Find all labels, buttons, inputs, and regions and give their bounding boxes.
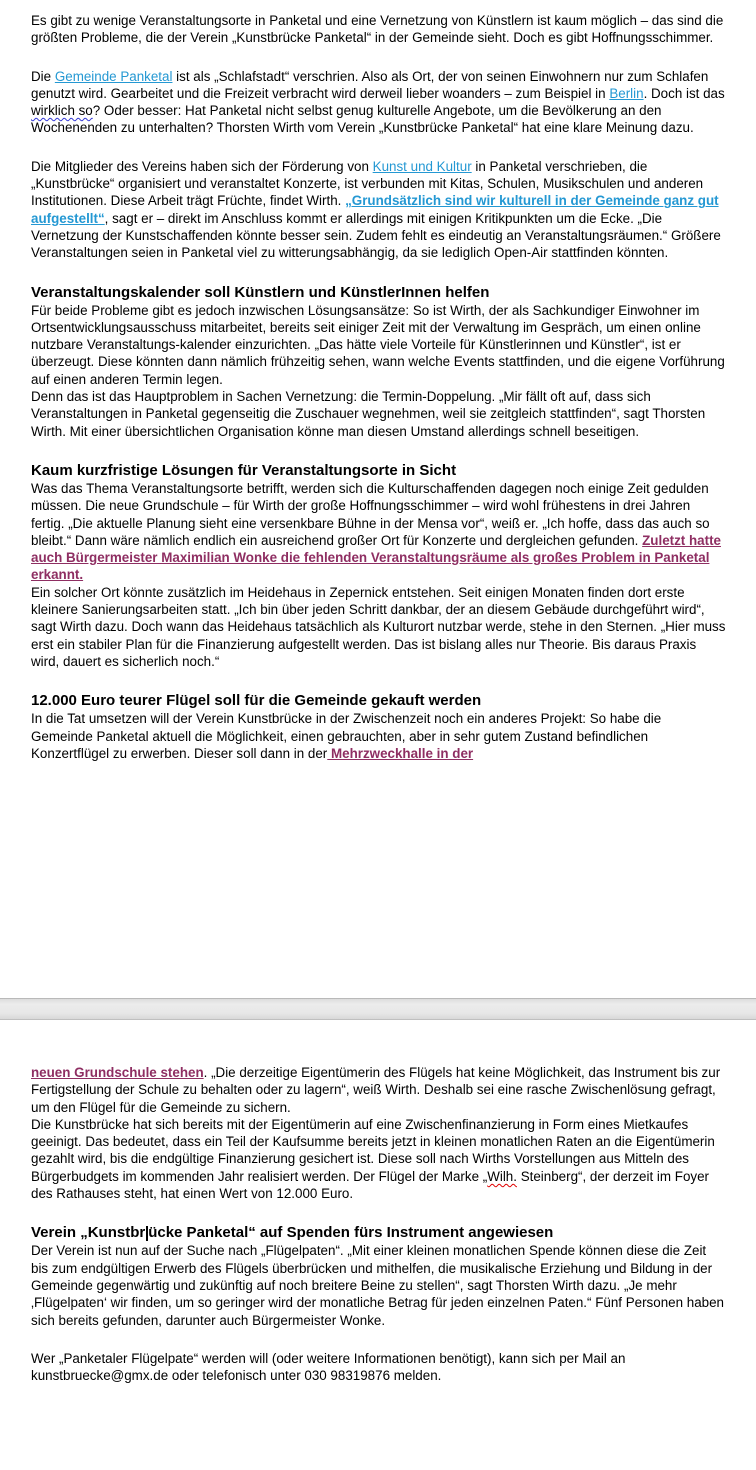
link-berlin[interactable]: Berlin [609,85,644,101]
paragraph-mietkauf [31,1116,726,1202]
heading-spenden-instrument [31,1223,726,1242]
paragraph-schlafstadt [31,68,726,137]
body-text: Denn das ist das Hauptproblem in Sachen Vernetzung: die Termin-Doppelung. „Mir fällt oft auf, dass sich Veranstaltungen in Panketal gegenseitig die Zuschauer wegnehmen, weil sie zeitgleich stattfinden“, sagt Thorsten Wirth. Mit einer übersichtlichen Organisation könne man diesen Umstand allerdings schnell beseitigen. [31,389,706,439]
link-mehrzweckhalle[interactable]: Mehrzweckhalle in der [327,745,474,761]
heading-fluegel-kauf: 12.000 Euro teurer Flügel soll für die Gemeinde gekauft werden [31,692,482,710]
heading-kurzfristige-loesungen: Kaum kurzfristige Lösungen für Veranstaltungsorte in Sicht [31,461,457,479]
link-wonke-veranstaltungsraeume[interactable]: Zuletzt hatte auch Bürgermeister Maximilian Wonke die fehlenden Veranstaltungsräume als großes Problem in Panketal erkannt. [31,532,721,583]
body-text: Der Verein ist nun auf der Suche nach „Flügelpaten“. „Mit einer kleinen monatlichen Spende können diese die Zeit bis zum endgültigen Erwerb des Flügels überbrücken und mithelfen, die musikalische Erziehung und Bildung in der Gemeinde gegenwärtig und zukünftig auf noch breitere Beine zu stellen“, sagt Thorsten Wirth dazu. „Je mehr ‚Flügelpaten‘ wir finden, um so geringer wird der monatliche Betrag für jeden einzelnen Paten.“ Fünf Personen haben sich bereits gefunden, darunter auch Bürgermeister Wonke. [31,1243,724,1328]
page-2 [0,1020,756,1470]
heading-text: Verein „Kunstbr [31,1224,146,1242]
paragraph-termin-doppelung [31,388,726,440]
body-text: . Doch ist das [643,85,725,101]
paragraph-loesungsansaetze [31,302,726,388]
paragraph-veranstaltungsorte [31,480,726,584]
spellcheck-underline: Wilh. [487,1168,517,1184]
body-text: Die Mitglieder des Vereins haben sich der Förderung von [31,158,373,174]
link-neue-grundschule[interactable]: neuen Grundschule stehen [31,1065,204,1080]
intro-text: Es gibt zu wenige Veranstaltungsorte in Panketal und eine Vernetzung von Künstlern ist kaum möglich – das sind die größten Probleme, die der Verein „Kunstbrücke Panketal“ in der Gemeinde sieht. Doch es gibt Hoffnungsschimmer. [31,13,724,46]
heading-veranstaltungskalender: Veranstaltungskalender soll Künstlern und KünstlerInnen helfen [31,283,490,301]
body-text: Wer „Panketaler Flügelpate“ werden will (oder weitere Informationen benötigt), kann sich per Mail an kunstbruecke@gmx.de oder telefonisch unter 030 98319876 melden. [31,1350,626,1384]
body-text: Steinberg“, der derzeit im Foyer des Rathauses steht, hat einen Wert von 12.000 Euro. [31,1168,709,1202]
paragraph-grundschule-fluegel [31,1064,726,1116]
body-text: Ein solcher Ort könnte zusätzlich im Heidehaus in Zepernick entstehen. Seit einigen Monaten finden dort erste kleinere Sanierungsarbeiten statt. „Ich bin über jeden Schritt dankbar, der an diesem Gebäude durchgeführt wird“, sagt Wirth dazu. Doch wann das Heidehaus tatsächlich als Kulturort nutzbar werde, stehe in den Sternen. „Hier muss erst ein stabiler Plan für die Finanzierung aufgestellt werden. Das ist bislang alles nur Theorie. Bis daraus Praxis wird, dauert es sicherlich noch.“ [31,584,726,669]
page-break-gap [0,998,756,1020]
body-text: . „Die derzeitige Eigentümerin des Flügels hat keine Möglichkeit, das Instrument bis zur Fertigstellung der Schule zu behalten oder zu lagern“, weiß Wirth. Deshalb sei eine rasche Zwischenlösung gefragt, um den Flügel für die Gemeinde zu sichern. [31,1065,721,1115]
paragraph-heidehaus [31,584,726,670]
paragraph-verein-foerderung [31,158,726,262]
paragraph-intro [31,12,726,47]
grammar-check-underline: wirklich so [31,103,93,119]
paragraph-kontakt [31,1350,726,1385]
body-text: ? Oder besser: Hat Panketal nicht selbst genug kulturelle Angebote, um die Bevölkerung an den Wochenenden zu unterhalten? Thorsten Wirth vom Verein „Kunstbrücke Panketal“ hat eine klare Meinung dazu. [31,103,694,136]
link-zitat-aufgestellt[interactable]: „Grundsätzlich sind wir kulturell in der Gemeinde ganz gut aufgestellt“ [31,193,719,226]
body-text: Die [31,68,55,84]
body-text: Was das Thema Veranstaltungsorte betrifft, werden sich die Kulturschaffenden dagegen noch einige Zeit gedulden müssen. Die neue Grundschule – für Wirth der große Hoffnungsschimmer – wird wohl frühestens in drei Jahren fertig. „Die aktuelle Planung sieht eine versenkbare Bühne in der Mensa vor“, weiß er. „Ich hoffe, dass das auch so bleibt.“ Dann wäre nämlich endlich ein ausreichend großer Ort für Konzerte und dergleichen gefunden. [31,480,710,548]
body-text: , sagt er – direkt im Anschluss kommt er allerdings mit einigen Kritikpunkten um die Ecke. „Die Vernetzung der Kunstschaffenden könnte besser sein. Zudem fehlt es eindeutig an Veranstaltungsräumen.“ Größere Veranstaltungen seien in Panketal viel zu witterungsabhängig, da sie lediglich Open-Air stattfinden könnten. [31,210,721,261]
link-kunst-und-kultur[interactable]: Kunst und Kultur [372,158,472,174]
heading-text: ücke Panketal“ auf Spenden fürs Instrument angewiesen [148,1224,554,1242]
body-text: Die Kunstbrücke hat sich bereits mit der Eigentümerin auf eine Zwischenfinanzierung in Form eines Mietkaufes geeinigt. Das bedeutet, dass ein Teil der Kaufsumme bereits jetzt in kleinen monatlichen Raten an die Eigentümerin gezahlt wird, bis die endgültige Finanzierung gesichert ist. Diese soll nach Wirths Vorstellungen aus Mitteln des Bürgerbudgets im kommenden Jahr realisiert werden. Der Flügel der Marke „ [31,1116,715,1184]
body-text: Für beide Probleme gibt es jedoch inzwischen Lösungsansätze: So ist Wirth, der als Sachkundiger Einwohner im Ortsentwicklungsausschuss mitarbeitet, bereits seit einiger Zeit mit der Verwaltung im Gespräch, um einen online nutzbare Veranstaltungs-kalender einzurichten. „Das hätte viele Vorteile für Künstlerinnen und Künstler“, ist er überzeugt. Diese könnten dann nämlich frühzeitig sehen, wann welche Events stattfinden, und die eigene Vorführung auf einen anderen Termin legen. [31,302,725,387]
link-gemeinde-panketal[interactable]: Gemeinde Panketal [54,68,173,84]
body-text: in Panketal verschrieben, die „Kunstbrücke“ organisiert und veranstaltet Konzerte, ist verbunden mit Kitas, Schulen, Musikschulen und anderen Institutionen. Diese Arbeit trägt Früchte, findet Wirth. [31,158,704,209]
body-text: ist als „Schlafstadt“ verschrien. Also als Ort, der von seinen Einwohnern nur zum Schlafen genutzt wird. Gearbeitet und die Freizeit verbracht wird derweil lieber woanders – zum Beispiel in [31,68,709,101]
paragraph-fluegelpaten [31,1242,726,1328]
body-text: In die Tat umsetzen will der Verein Kunstbrücke in der Zwischenzeit noch ein anderes Projekt: So habe die Gemeinde Panketal aktuell die Möglichkeit, einen gebrauchten, aber in sehr gutem Zustand befindlichen Konzertflügel zu erwerben. Dieser soll dann in der [31,711,662,761]
paragraph-fluegel-projekt [31,710,726,762]
